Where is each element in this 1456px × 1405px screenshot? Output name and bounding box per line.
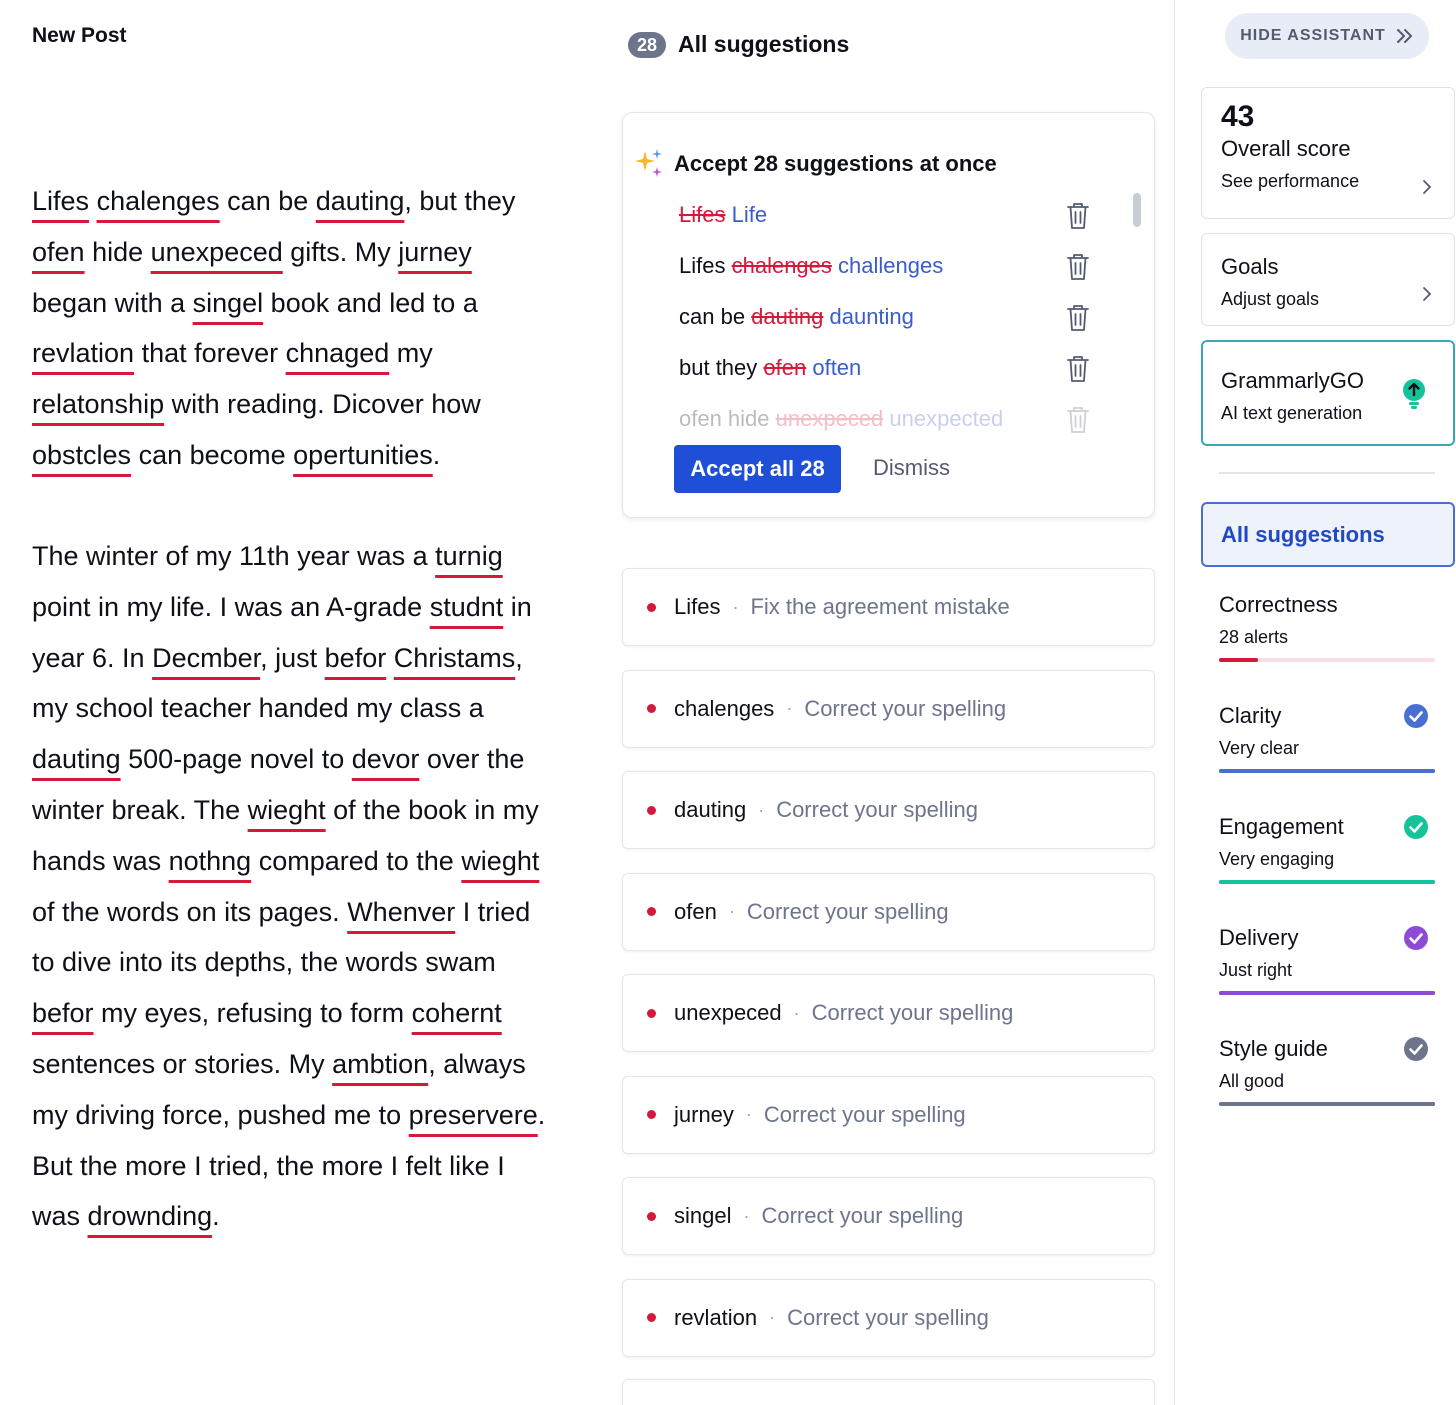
misspelled-word[interactable]: cohernt — [411, 998, 502, 1029]
progress-fill — [1219, 658, 1258, 662]
misspelled-word[interactable]: preservere — [408, 1099, 538, 1130]
text-run: began with a — [32, 287, 193, 318]
text-run: The winter of my 11th year was a — [32, 541, 436, 571]
all-suggestions-tab[interactable]: All suggestions — [1201, 502, 1455, 567]
separator-dot: · — [758, 799, 765, 820]
alert-card[interactable] — [622, 873, 1155, 951]
alert-word: jurney — [674, 1101, 734, 1127]
suggestions-title: All suggestions — [678, 31, 850, 57]
category-progress-bar — [1219, 991, 1435, 995]
misspelled-word[interactable]: ambtion — [332, 1048, 429, 1079]
alert-dot-icon — [647, 1212, 656, 1221]
misspelled-word[interactable]: Christams — [393, 642, 516, 673]
text-run: , my school teacher handed my class a — [32, 642, 523, 724]
category-clarity[interactable] — [1219, 703, 1435, 793]
grammarlygo-title: GrammarlyGO — [1221, 368, 1364, 393]
overall-score-label: Overall score — [1221, 136, 1351, 161]
panel-divider — [1219, 472, 1435, 474]
context-text: can be — [679, 304, 752, 329]
checkmark-icon — [1403, 1036, 1429, 1062]
separator-dot: · — [793, 1002, 800, 1023]
text-run: sentences or stories. My — [32, 1048, 333, 1079]
goals-title: Goals — [1221, 254, 1279, 279]
alert-word: singel — [674, 1203, 732, 1228]
alert-word: Lifes — [674, 594, 721, 619]
separator-dot: · — [745, 1104, 752, 1124]
scrollbar-thumb[interactable] — [1133, 193, 1141, 227]
alert-description: Fix the agreement mistake — [750, 594, 1010, 619]
misspelled-word[interactable]: befor — [324, 642, 387, 673]
suggestion-preview-row[interactable] — [679, 399, 1119, 441]
text-run: compared to the — [251, 845, 462, 876]
text-run — [89, 186, 97, 216]
checkmark-icon — [1403, 703, 1429, 729]
text-run: , but they — [404, 186, 516, 216]
text-run: gifts. My — [282, 236, 399, 267]
progress-fill — [1219, 1102, 1435, 1106]
document-title[interactable]: New Post — [32, 24, 127, 47]
category-status: Very engaging — [1219, 849, 1335, 869]
category-status: 28 alerts — [1219, 627, 1289, 647]
accept-heading: Accept 28 suggestions at once — [674, 151, 997, 176]
category-title: Style guide — [1219, 1036, 1328, 1061]
text-run: . But the more I tried, the more I felt like I was — [32, 1099, 546, 1232]
alert-description: Correct your spelling — [804, 695, 1007, 721]
misspelled-word[interactable]: Whenver — [347, 896, 456, 927]
separator-dot: · — [769, 1307, 776, 1327]
trash-icon[interactable] — [1065, 252, 1091, 282]
alert-dot-icon — [647, 806, 656, 815]
alert-dot-icon — [647, 1110, 656, 1119]
deleted-text: chalenges — [731, 253, 832, 278]
adjust-goals-link[interactable]: Adjust goals — [1221, 289, 1320, 309]
category-progress-bar — [1219, 1102, 1435, 1106]
alert-word: dauting — [674, 797, 747, 822]
context-text: Lifes — [679, 253, 732, 278]
suggestion-preview-row[interactable] — [679, 348, 1119, 399]
misspelled-word[interactable]: nothng — [168, 845, 252, 876]
inserted-text: daunting — [829, 304, 914, 329]
alert-word: unexpeced — [674, 1000, 782, 1025]
text-run: over the winter break. The — [32, 744, 525, 825]
category-status: Very clear — [1219, 738, 1300, 758]
suggestions-pane — [600, 0, 1174, 1405]
alert-dot-icon — [647, 1313, 656, 1322]
misspelled-word[interactable]: turnig — [435, 541, 503, 571]
inserted-text: unexpected — [889, 406, 1004, 431]
misspelled-word[interactable]: obstcles — [32, 439, 132, 470]
category-title: Delivery — [1219, 925, 1299, 950]
alert-card[interactable] — [622, 670, 1155, 748]
overall-score-value: 43 — [1221, 100, 1255, 133]
trash-icon[interactable] — [1065, 201, 1091, 231]
text-run: with reading. Dicover how — [164, 389, 481, 420]
suggestion-preview-row[interactable] — [679, 297, 1119, 348]
alert-description: Correct your spelling — [746, 898, 949, 924]
text-run: 500-page novel to — [120, 744, 352, 775]
chevron-right-icon — [1422, 286, 1432, 302]
separator-dot: · — [786, 698, 793, 718]
alert-dot-icon — [647, 704, 656, 713]
deleted-text: Lifes — [679, 202, 726, 227]
alert-description: Correct your spelling — [776, 797, 978, 822]
deleted-text: ofen — [763, 355, 807, 380]
category-progress-bar — [1219, 658, 1435, 662]
text-run: , always my driving force, pushed me to — [32, 1048, 526, 1130]
misspelled-word[interactable]: dauting — [315, 186, 405, 216]
misspelled-word[interactable]: befor — [32, 998, 94, 1029]
grammarlygo-subtitle: AI text generation — [1221, 403, 1363, 423]
alert-card[interactable] — [622, 1177, 1155, 1255]
misspelled-word[interactable]: Decmber — [152, 642, 261, 673]
alert-description: Correct your spelling — [763, 1101, 966, 1127]
text-run: . — [432, 439, 441, 470]
alert-card[interactable] — [622, 1076, 1155, 1154]
sparkle-icon — [633, 147, 665, 179]
deleted-text: dauting — [751, 304, 824, 329]
category-title: Clarity — [1219, 703, 1282, 728]
suggestion-preview-row[interactable] — [679, 195, 1119, 246]
category-engagement[interactable] — [1219, 814, 1435, 904]
text-run: book and led to a — [263, 287, 478, 318]
misspelled-word[interactable]: chalenges — [96, 186, 220, 216]
context-text: but they — [679, 355, 764, 380]
hide-assistant-button[interactable] — [1225, 13, 1429, 59]
alert-description: Correct your spelling — [811, 1000, 1014, 1025]
category-correctness[interactable] — [1219, 592, 1435, 682]
text-run — [386, 643, 394, 673]
suggestion-preview-list[interactable] — [679, 195, 1119, 441]
misspelled-word[interactable]: studnt — [429, 591, 504, 622]
misspelled-word[interactable]: wieght — [247, 794, 326, 825]
misspelled-word[interactable]: ofen — [32, 236, 85, 267]
category-progress-bar — [1219, 880, 1435, 884]
hide-assistant-label: HIDE ASSISTANT — [1240, 27, 1386, 44]
misspelled-word[interactable]: drownding — [87, 1201, 213, 1232]
deleted-text: unexpeced — [775, 406, 884, 431]
misspelled-word[interactable]: singel — [192, 287, 264, 318]
see-performance-link[interactable]: See performance — [1221, 171, 1360, 191]
goals-card[interactable] — [1201, 233, 1455, 326]
inserted-text: often — [812, 355, 862, 380]
category-status: Just right — [1219, 960, 1293, 980]
misspelled-word[interactable]: revlation — [32, 338, 135, 369]
separator-dot: · — [728, 901, 735, 921]
paragraph-2[interactable] — [32, 531, 552, 1242]
progress-fill — [1219, 991, 1435, 995]
misspelled-word[interactable]: chnaged — [285, 338, 390, 369]
double-chevron-right-icon — [1396, 28, 1414, 44]
alert-description: Correct your spelling — [761, 1203, 964, 1228]
text-run: of the words on its pages. — [32, 896, 348, 927]
context-text: ofen hide — [679, 406, 776, 431]
text-run: hide — [84, 236, 151, 267]
misspelled-word[interactable]: relatonship — [32, 389, 165, 420]
alert-word: chalenges — [674, 695, 775, 721]
category-delivery[interactable] — [1219, 925, 1435, 1015]
trash-icon[interactable] — [1065, 405, 1091, 435]
text-run: , just — [260, 642, 325, 673]
dismiss-button[interactable]: Dismiss — [873, 455, 950, 480]
category-progress-bar — [1219, 769, 1435, 773]
alert-card[interactable] — [622, 771, 1155, 849]
alert-description: Correct your spelling — [787, 1304, 989, 1330]
misspelled-word[interactable]: wieght — [461, 845, 540, 876]
category-style-guide[interactable] — [1219, 1036, 1435, 1126]
suggestion-list-scrollbar[interactable] — [1131, 191, 1143, 441]
progress-fill — [1219, 880, 1435, 884]
text-run: I tried to dive into its depths, the words swam — [32, 896, 531, 978]
editor[interactable] — [0, 0, 600, 1405]
text-run: point in my life. I was an A-grade — [32, 591, 430, 622]
separator-dot: · — [743, 1205, 750, 1226]
alert-card[interactable] — [622, 1279, 1155, 1357]
text-run: in year 6. In — [32, 591, 532, 673]
misspelled-word[interactable]: devor — [351, 744, 420, 775]
text-run: my eyes, refusing to form — [93, 998, 412, 1029]
alert-dot-icon — [647, 603, 656, 612]
misspelled-word[interactable]: Lifes — [32, 186, 90, 216]
grammarlygo-card[interactable] — [1201, 340, 1455, 446]
text-run: can become — [131, 439, 294, 470]
alert-word: revlation — [674, 1304, 758, 1330]
text-run: can be — [219, 186, 316, 216]
suggestion-preview-row[interactable] — [679, 246, 1119, 297]
misspelled-word[interactable]: dauting — [32, 744, 121, 775]
text-run: of the book in my hands was — [32, 794, 539, 876]
text-run: that forever — [134, 338, 286, 369]
category-title: Engagement — [1219, 814, 1344, 839]
trash-icon[interactable] — [1065, 303, 1091, 333]
alert-word: ofen — [674, 898, 717, 924]
overall-score-card[interactable] — [1201, 87, 1455, 219]
progress-fill — [1219, 769, 1435, 773]
inserted-text: Life — [731, 202, 768, 227]
misspelled-word[interactable]: jurney — [398, 236, 472, 267]
accept-all-card — [622, 112, 1155, 518]
alert-card[interactable] — [622, 568, 1155, 646]
alert-card[interactable] — [622, 974, 1155, 1052]
text-run: my — [389, 338, 433, 369]
accept-all-button[interactable]: Accept all 28 — [674, 445, 841, 493]
alert-dot-icon — [647, 907, 656, 916]
checkmark-icon — [1403, 814, 1429, 840]
alert-dot-icon — [647, 1009, 656, 1018]
assistant-panel — [1174, 0, 1456, 1405]
grammarlygo-bulb-icon — [1401, 378, 1427, 410]
category-title: Correctness — [1219, 592, 1338, 617]
suggestion-count-badge: 28 — [628, 32, 666, 58]
category-status: All good — [1219, 1071, 1285, 1091]
trash-icon[interactable] — [1065, 354, 1091, 384]
alert-card-partial[interactable] — [622, 1379, 1155, 1405]
text-run: . — [212, 1201, 220, 1232]
checkmark-icon — [1403, 925, 1429, 951]
misspelled-word[interactable]: opertunities — [293, 439, 433, 470]
separator-dot: · — [732, 596, 739, 617]
inserted-text: challenges — [838, 253, 944, 278]
misspelled-word[interactable]: unexpeced — [150, 236, 283, 267]
chevron-right-icon — [1422, 179, 1432, 195]
paragraph-1[interactable] — [32, 176, 552, 481]
